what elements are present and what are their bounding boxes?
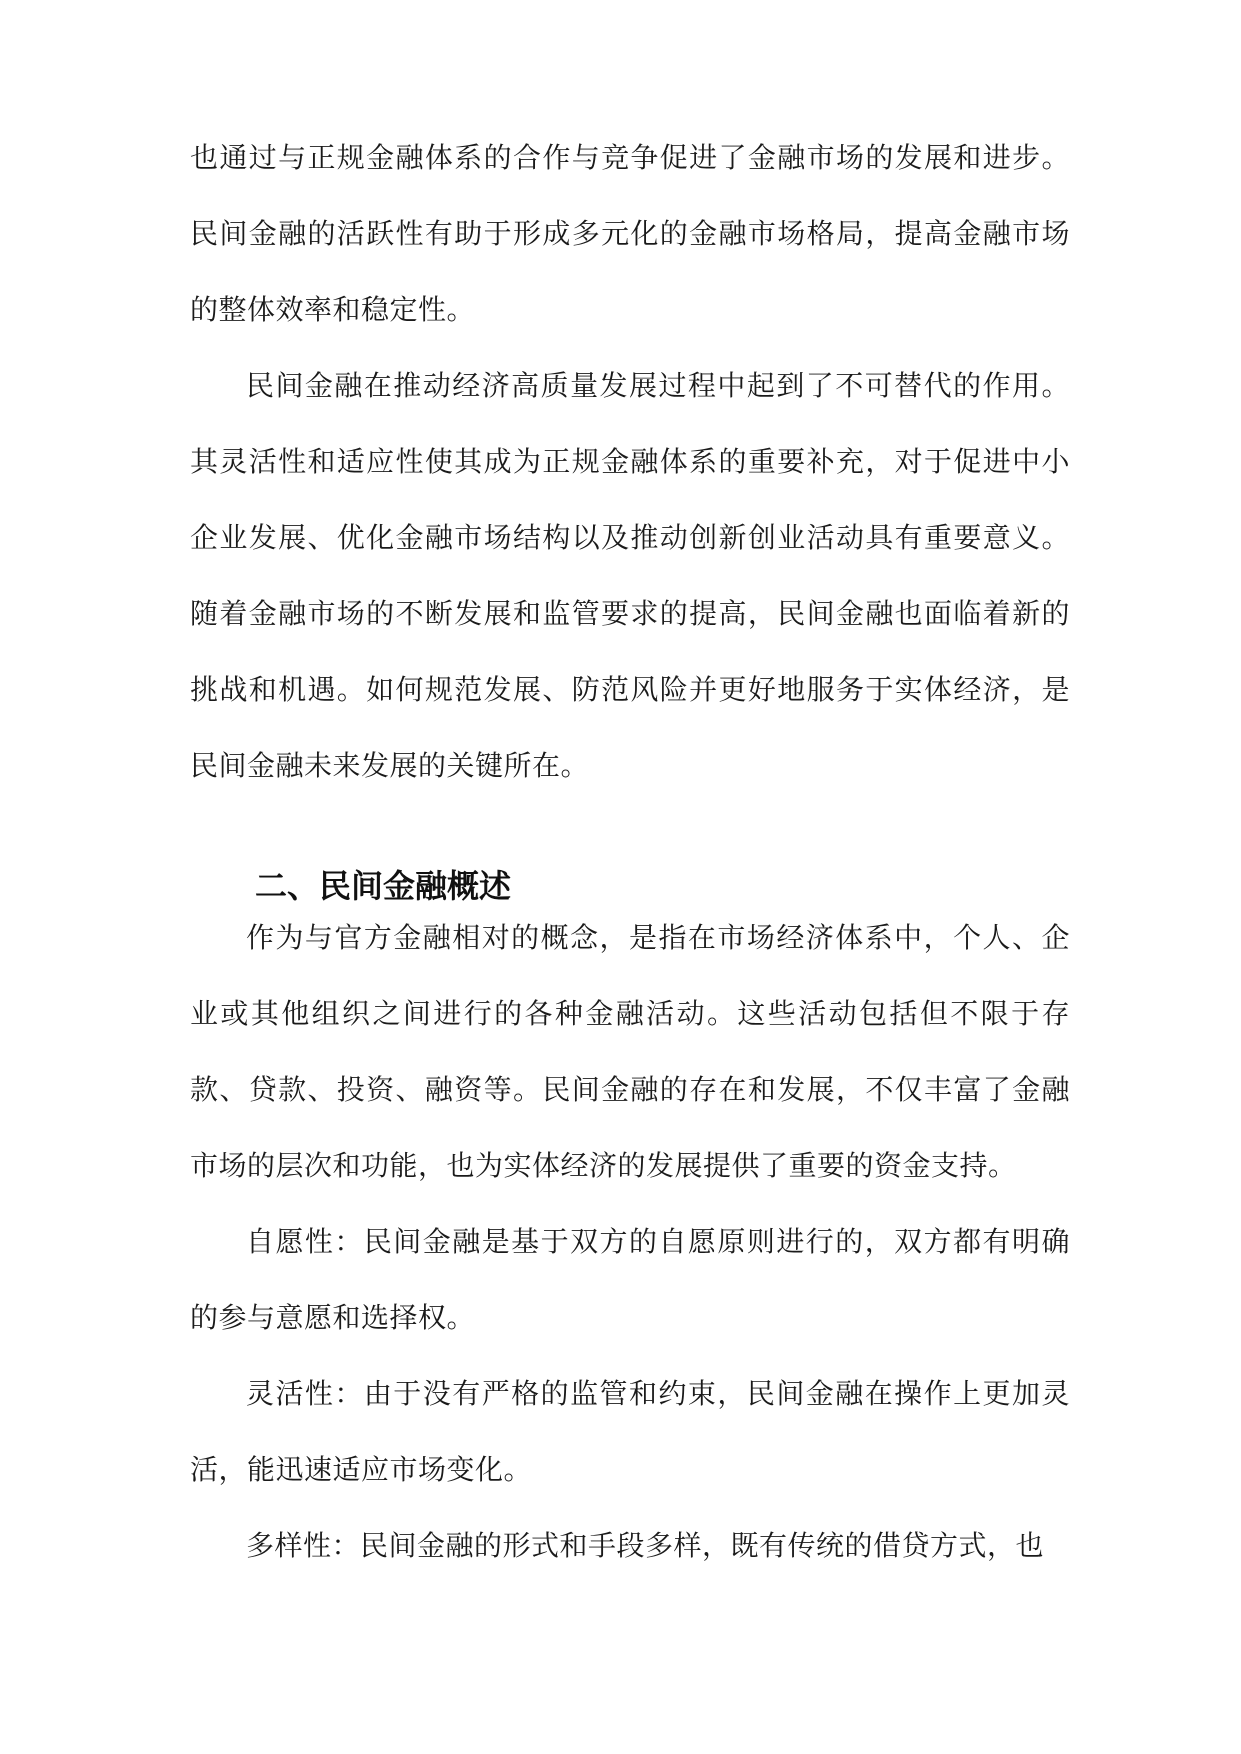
paragraph-diversity: 多样性：民间金融的形式和手段多样，既有传统的借贷方式，也 xyxy=(246,1529,1045,1562)
section-2-content xyxy=(190,900,1070,1584)
section-heading: 二、民间金融概述 xyxy=(255,867,512,905)
paragraph-continuation: 也通过与正规金融体系的合作与竞争促进了金融市场的发展和进步。民间金融的活跃性有助于形成多元化的金融市场格局，提高金融市场的整体效率和稳定性。 xyxy=(190,141,1070,326)
section-1-body xyxy=(190,120,1070,804)
paragraph-flexibility: 灵活性：由于没有严格的监管和约束，民间金融在操作上更加灵活，能迅速适应市场变化。 xyxy=(190,1377,1070,1486)
paragraph-voluntariness: 自愿性：民间金融是基于双方的自愿原则进行的，双方都有明确的参与意愿和选择权。 xyxy=(190,1225,1070,1334)
paragraph-definition: 作为与官方金融相对的概念，是指在市场经济体系中，个人、企业或其他组织之间进行的各种金融活动。这些活动包括但不限于存款、贷款、投资、融资等。民间金融的存在和发展，不仅丰富了金融市场的层次和功能，也为实体经济的发展提供了重要的资金支持。 xyxy=(190,921,1070,1182)
paragraph-role-of-private-finance: 民间金融在推动经济高质量发展过程中起到了不可替代的作用。其灵活性和适应性使其成为正规金融体系的重要补充，对于促进中小企业发展、优化金融市场结构以及推动创新创业活动具有重要意义。随着金融市场的不断发展和监管要求的提高，民间金融也面临着新的挑战和机遇。如何规范发展、防范风险并更好地服务于实体经济，是民间金融未来发展的关键所在。 xyxy=(190,369,1070,782)
